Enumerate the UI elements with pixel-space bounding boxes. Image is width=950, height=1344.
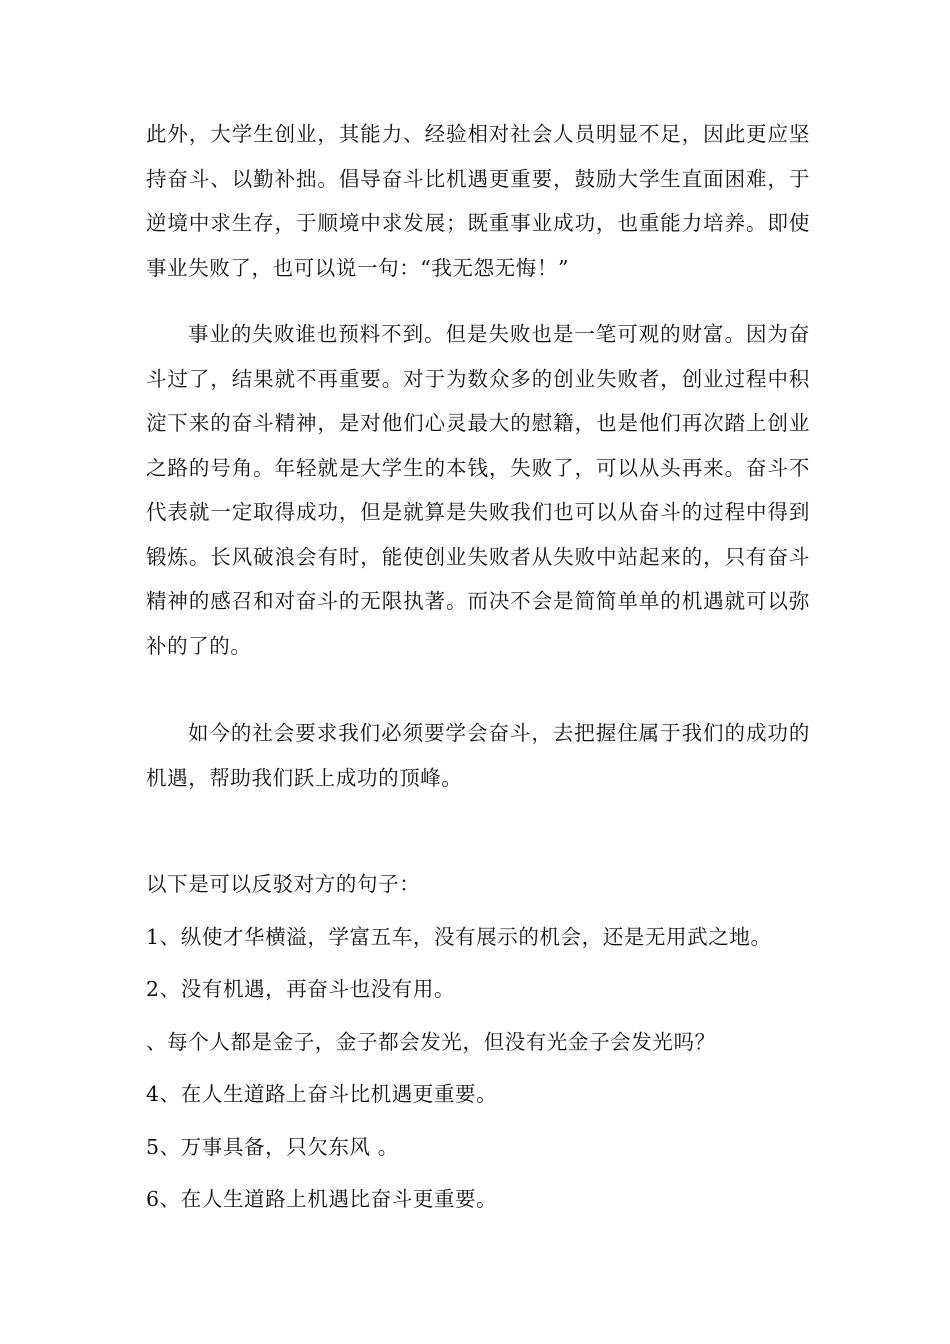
paragraph-1: 此外，大学生创业，其能力、经验相对社会人员明显不足，因此更应坚持奋斗、以勤补拙。倡导奋斗比机遇更重要，鼓励大学生直面困难，于逆境中求生存，于顺境中求发展；既重事业成功，也重能力培养。即使事业失败了，也可以说一句：“我无怨无悔！”: [146, 122, 810, 280]
list-heading: 以下是可以反驳对方的句子：: [146, 872, 421, 896]
list-item: 2、没有机遇，再奋斗也没有用。: [146, 977, 456, 1001]
list-item: 6、在人生道路上机遇比奋斗更重要。: [146, 1187, 498, 1211]
paragraph-3: 如今的社会要求我们必须要学会奋斗，去把握住属于我们的成功的机遇，帮助我们跃上成功的顶峰。: [146, 721, 810, 790]
list-item: 5、万事具备，只欠东风 。: [146, 1134, 399, 1159]
paragraph-2: 事业的失败谁也预料不到。但是失败也是一笔可观的财富。因为奋斗过了，结果就不再重要。对于为数众多的创业失败者，创业过程中积淀下来的奋斗精神，是对他们心灵最大的慰籍，也是他们再次踏上创业之路的号角。年轻就是大学生的本钱，失败了，可以从头再来。奋斗不代表就一定取得成功，但是就算是失败我们也可以从奋斗的过程中得到锻炼。长风破浪会有时，能使创业失败者从失败中站起来的，只有奋斗精神的感召和对奋斗的无限执著。而决不会是简简单单的机遇就可以弥补的了的。: [146, 322, 810, 658]
list-item: 、每个人都是金子，金子都会发光，但没有光金子会发光吗？: [146, 1029, 716, 1054]
list-item: 4、在人生道路上奋斗比机遇更重要。: [146, 1082, 498, 1106]
rebuttal-list: [146, 858, 810, 1226]
list-item: 1、纵使才华横溢，学富五车，没有展示的机会，还是无用武之地。: [146, 924, 772, 949]
